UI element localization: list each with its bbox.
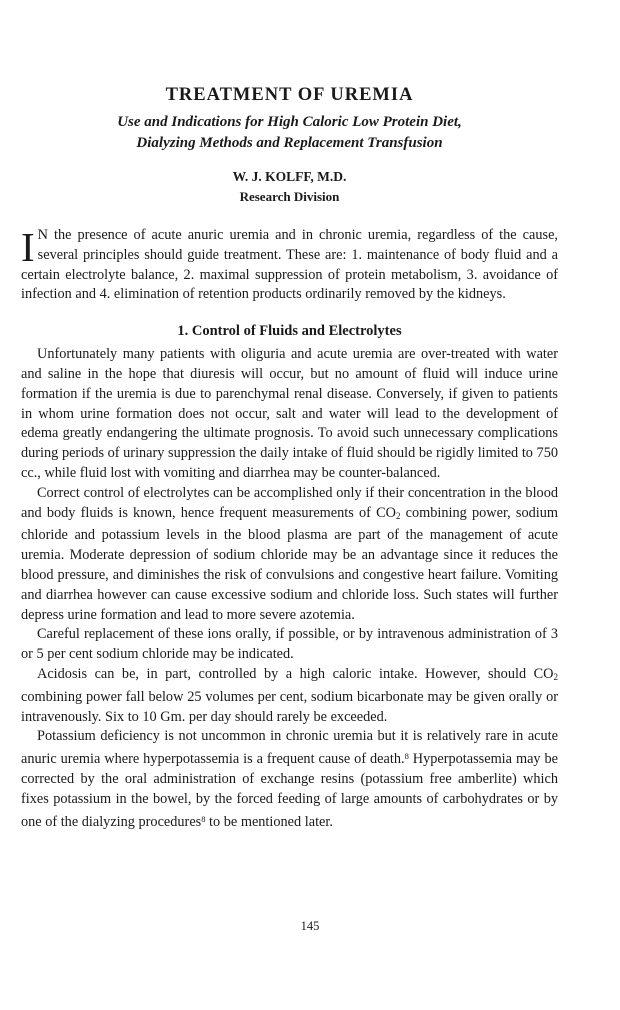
paragraph-potassium-text-a: Potassium deficiency is not uncommon in chronic uremia but it is relatively rare in acute anuric uremia where hyperpotassemia is a frequent cause of death. (21, 728, 558, 768)
paragraph-electrolytes-text-b: combining power, sodium chloride and potassium levels in the blood plasma are part of the management of acute uremia. Moderate depression of sodium chloride may be an advantage since it reduces the blood pressure, and diminishes the risk of convulsions and congestive heart failure. Vomiting and diarrhea however can cause excessive sodium and chloride loss. Such states will further depress urine formation and lead to more severe azotemia. (21, 504, 558, 623)
author-name: W. J. KOLFF, M.D. (232, 169, 347, 184)
article-page (21, 84, 558, 832)
paragraph-electrolytes (21, 484, 558, 626)
paragraph-potassium-text-c: to be mentioned later. (205, 813, 333, 830)
paragraph-replacement (21, 625, 558, 665)
paragraph-fluids (21, 345, 558, 484)
subtitle-line-2: Dialyzing Methods and Replacement Transfusion (136, 135, 443, 151)
page-number: 145 (300, 919, 320, 933)
paragraph-fluids-text: Unfortunately many patients with oliguria and acute uremia are over-treated with water and saline in the hope that diuresis will occur, but no amount of fluid will induce urine formation if the uremia is due to parenchymal renal disease. Conversely, if given to patients in whom urine formation does not occur, salt and water will lead to the development of edema greatly endangering the ultimate prognosis. To avoid such unnecessary complications during periods of urinary suppression the daily intake of fluid should be rigidly limited to 750 cc., while fluid lost with vomiting and diarrhea may be counter-balanced. (21, 346, 558, 481)
subscript-2: 2 (395, 510, 401, 521)
subtitle-line-1: Use and Indications for High Caloric Low Protein Diet, (117, 114, 462, 130)
article-title: TREATMENT OF UREMIA (165, 85, 414, 105)
intro-paragraph (21, 226, 558, 305)
paragraph-potassium-text-b: Hyperpotassemia may be corrected by the oral administration of exchange resins (potassium free amberlite) which fixes potassium in the bowel, by the forced feeding of large amounts of carbohydrates or by one of the dialyzing procedures (21, 751, 558, 830)
paragraph-replacement-text: Careful replacement of these ions orally, if possible, or by intravenous administration of 3 or 5 per cent sodium chloride may be indicated. (21, 626, 558, 663)
paragraph-acidosis-text-b: combining power fall below 25 volumes per cent, sodium bicarbonate may be given orally or intravenously. Six to 10 Gm. per day should rarely be exceeded. (21, 688, 558, 725)
paragraph-potassium (21, 727, 558, 832)
author-affiliation: Research Division (239, 189, 340, 204)
paragraph-acidosis-text-a: Acidosis can be, in part, controlled by a high caloric intake. However, should CO (37, 665, 554, 682)
paragraph-acidosis (21, 665, 558, 727)
drop-cap: I (21, 224, 35, 270)
reference-marker: 8 (201, 813, 206, 824)
section-heading: 1. Control of Fluids and Electrolytes (177, 323, 402, 340)
reference-marker: 8 (404, 751, 409, 762)
subscript-2: 2 (553, 671, 558, 682)
paragraph-electrolytes-text-a: Correct control of electrolytes can be accomplished only if their concentration in the blood and body fluids is known, hence frequent measurements of CO (21, 484, 558, 521)
intro-text: N the presence of acute anuric uremia and in chronic uremia, regardless of the cause, several principles should guide treatment. These are: 1. maintenance of body fluid and a certain electrolyte balance, 2. maximal suppression of protein metabolism, 3. avoidance of infection and 4. elimination of retention products ordinarily removed by the kidneys. (21, 227, 558, 303)
article-subtitle (21, 112, 558, 154)
